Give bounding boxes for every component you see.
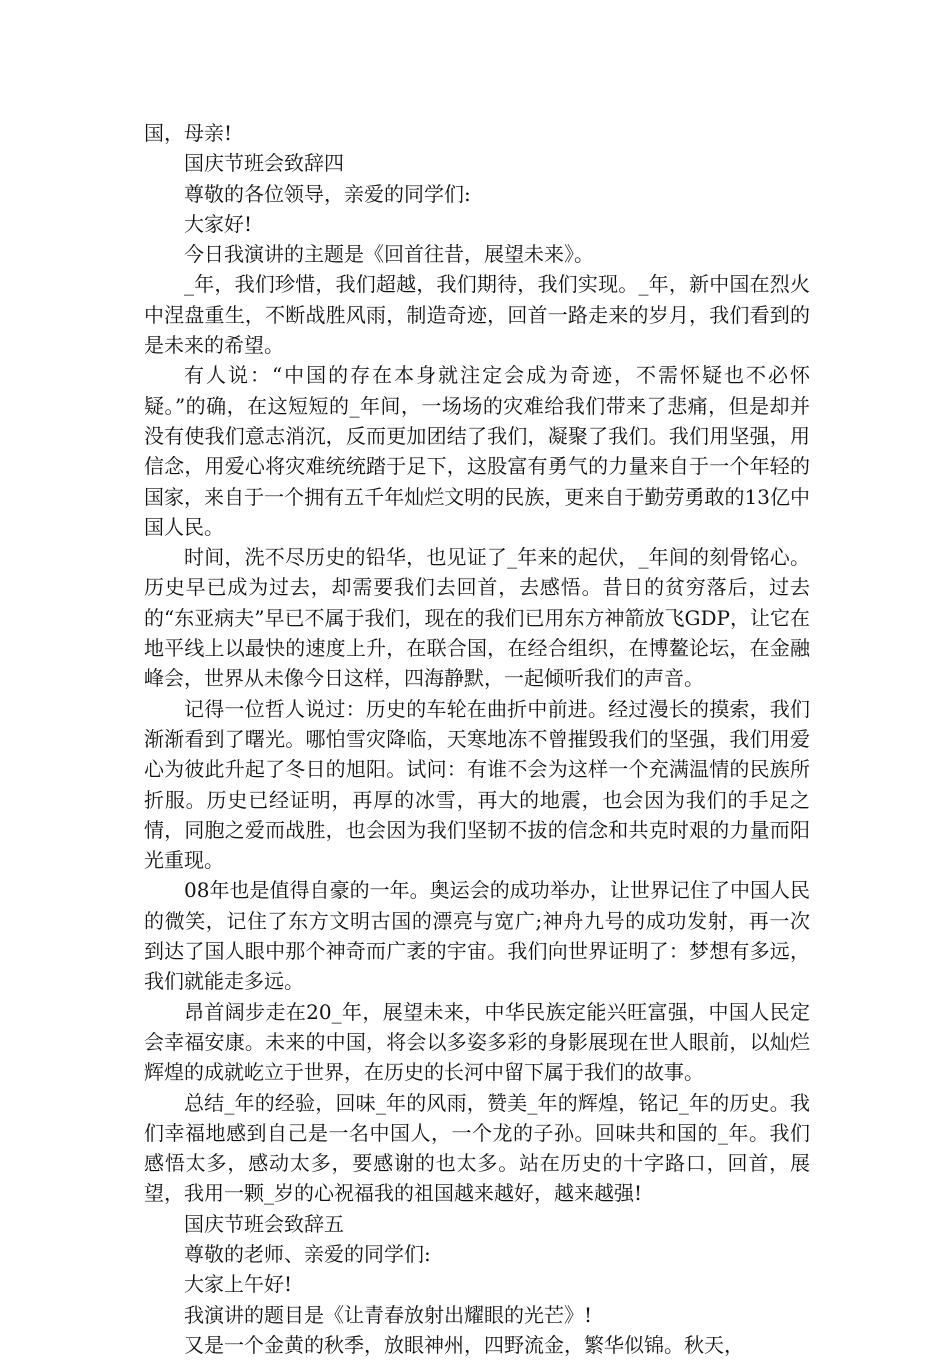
paragraph-1: 国，母亲! [144,121,233,145]
paragraph-8: 时间，洗不尽历史的铅华，也见证了_年来的起伏，_年间的刻骨铭心。历史早已成为过去，却需要我们去回首，去感悟。昔日的贫穷落后，过去的“东亚病夫”早已不属于我们，现在的我们已用东方神箭放飞GDP，让它在地平线上以最快的速度上升，在联合国，在经合组织，在博鳌论坛，在金融峰会，世界从未像今日这样，四海静默，一起倾听我们的声音。 [144,545,810,691]
paragraph-10: 08年也是值得自豪的一年。奥运会的成功举办，让世界记住了中国人民的微笑，记住了东方文明古国的漂亮与宽广;神舟九号的成功发射，再一次到达了国人眼中那个神奇而广袤的宇宙。我们向世界证明了：梦想有多远，我们就能走多远。 [144,878,810,994]
speech-title: 我演讲的题目是《让青春放射出耀眼的光芒》! [184,1302,593,1327]
paragraph-12: 总结_年的经验，回味_年的风雨，赞美_年的辉煌，铭记_年的历史。我们幸福地感到自己是一名中国人，一个龙的子孙。回味共和国的_年。我们感悟太多，感动太多，要感谢的也太多。站在历史的十字路口，回首，展望，我用一颗_岁的心祝福我的祖国越来越好，越来越强! [144,1090,810,1206]
speech-topic: 今日我演讲的主题是《回首往昔，展望未来》。 [184,242,594,267]
section-heading-4: 国庆节班会致辞四 [184,151,344,176]
section-heading-5: 国庆节班会致辞五 [184,1211,344,1236]
salutation-2: 尊敬的老师、亲爱的同学们: [184,1241,431,1266]
paragraph-11: 昂首阔步走在20_年，展望未来，中华民族定能兴旺富强，中国人民定会幸福安康。未来的中国，将会以多姿多彩的身影展现在世人眼前，以灿烂辉煌的成就屹立于世界，在历史的长河中留下属于我们的故事。 [144,999,810,1085]
salutation: 尊敬的各位领导，亲爱的同学们: [184,181,471,206]
paragraph-6: _年，我们珍惜，我们超越，我们期待，我们实现。_年，新中国在烈火中涅盘重生，不断战胜风雨，制造奇迹，回首一路走来的岁月，我们看到的是未来的希望。 [144,272,810,358]
paragraph-17: 又是一个金黄的秋季，放眼神州，四野流金，繁华似锦。秋天， [184,1332,744,1357]
paragraph-7: 有人说：“中国的存在本身就注定会成为奇迹，不需怀疑也不必怀疑。”的确，在这短短的_年间，一场场的灾难给我们带来了悲痛，但是却并没有使我们意志消沉，反而更加团结了我们，凝聚了我们。我们用坚强，用信念，用爱心将灾难统统踏于足下，这股富有勇气的力量来自于一个年轻的国家，来自于一个拥有五千年灿烂文明的民族，更来自于勤劳勇敢的13亿中国人民。 [144,363,810,539]
greeting-2: 大家上午好! [184,1272,293,1297]
paragraph-9: 记得一位哲人说过：历史的车轮在曲折中前进。经过漫长的摸索，我们渐渐看到了曙光。哪怕雪灾降临，天寒地冻不曾摧毁我们的坚强，我们用爱心为彼此升起了冬日的旭阳。试问：有谁不会为这样一个充满温情的民族所折服。历史已经证明，再厚的冰雪，再大的地震，也会因为我们的手足之情，同胞之爱而战胜，也会因为我们坚韧不拔的信念和共克时艰的力量而阳光重现。 [144,696,810,873]
greeting: 大家好! [184,211,253,236]
document-page [144,118,810,1360]
